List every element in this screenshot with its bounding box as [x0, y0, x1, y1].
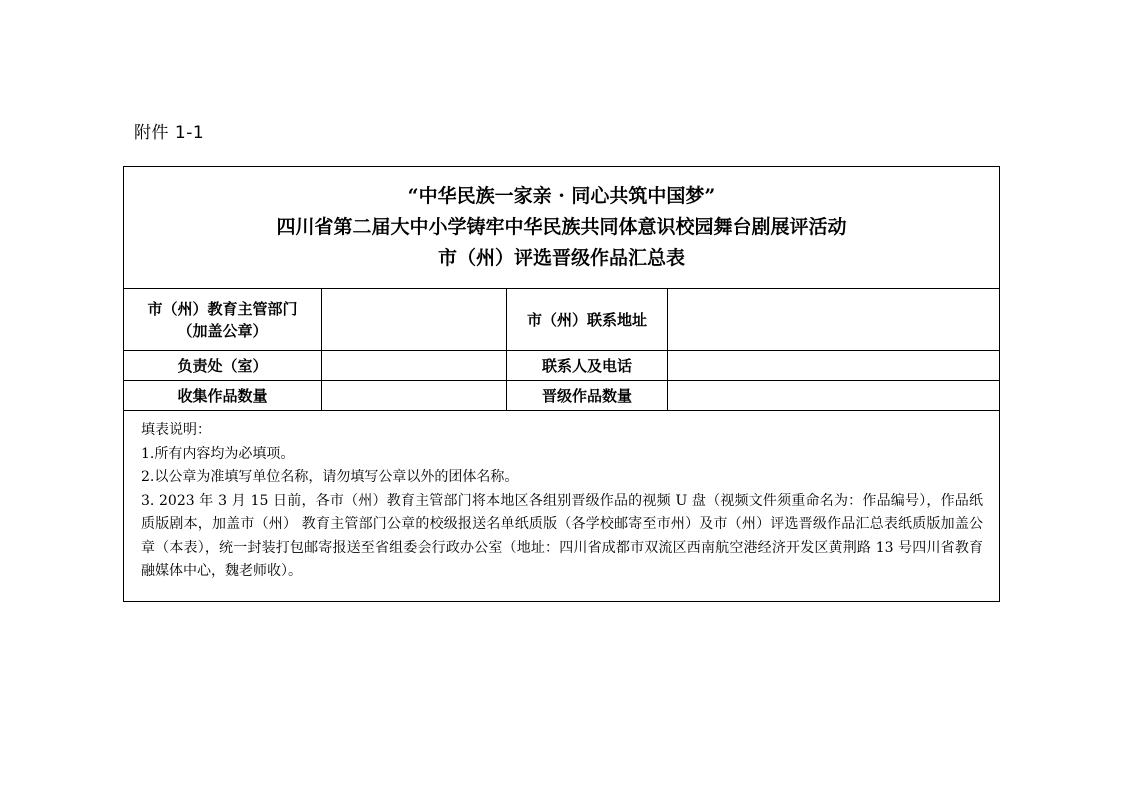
- advanced-count-field[interactable]: [668, 381, 1000, 411]
- department-field[interactable]: [322, 289, 507, 351]
- office-field[interactable]: [322, 351, 507, 381]
- label-address: 市（州）联系地址: [507, 289, 668, 351]
- attachment-label: 附件 1-1: [134, 123, 205, 143]
- label-collected-count: 收集作品数量: [124, 381, 322, 411]
- label-office: 负责处（室）: [124, 351, 322, 381]
- contact-field[interactable]: [668, 351, 1000, 381]
- label-advanced-count: 晋级作品数量: [507, 381, 668, 411]
- title-event: 四川省第二届大中小学铸牢中华民族共同体意识校园舞台剧展评活动: [276, 216, 847, 238]
- form-row-office: [124, 351, 1000, 381]
- instruction-item-3: 3. 2023 年 3 月 15 日前，各市（州）教育主管部门将本地区各组别晋级作品的视频 U 盘（视频文件须重命名为：作品编号），作品纸质版剧本，加盖市（州） 教育主管部门公章的校级报送名单纸质版（各学校邮寄至市州）及市（州）评选晋级作品汇总表纸质版加盖公章（本表），统一封装打包邮寄报送至省组委会行政办公室（地址：四川省成都市双流区西南航空港经济开发区黄荆路 13 号四川省教育融媒体中心，魏老师收）。: [141, 492, 984, 579]
- title-slogan: “中华民族一家亲 · 同心共筑中国梦”: [407, 185, 716, 207]
- instruction-item-1: 1.所有内容均为必填项。: [141, 445, 295, 462]
- title-form-name: 市（州）评选晋级作品汇总表: [438, 247, 686, 269]
- address-field[interactable]: [668, 289, 1000, 351]
- instructions-heading: 填表说明：: [141, 422, 211, 438]
- collected-count-field[interactable]: [322, 381, 507, 411]
- form-title: [124, 167, 1000, 289]
- form-row-department: [124, 289, 1000, 351]
- summary-form-table: [123, 166, 1000, 602]
- label-department: 市（州）教育主管部门 （加盖公章）: [124, 289, 322, 351]
- instruction-item-2: 2.以公章为准填写单位名称，请勿填写公章以外的团体名称。: [141, 469, 519, 485]
- instructions: [124, 411, 1000, 602]
- label-contact: 联系人及电话: [507, 351, 668, 381]
- form-row-counts: [124, 381, 1000, 411]
